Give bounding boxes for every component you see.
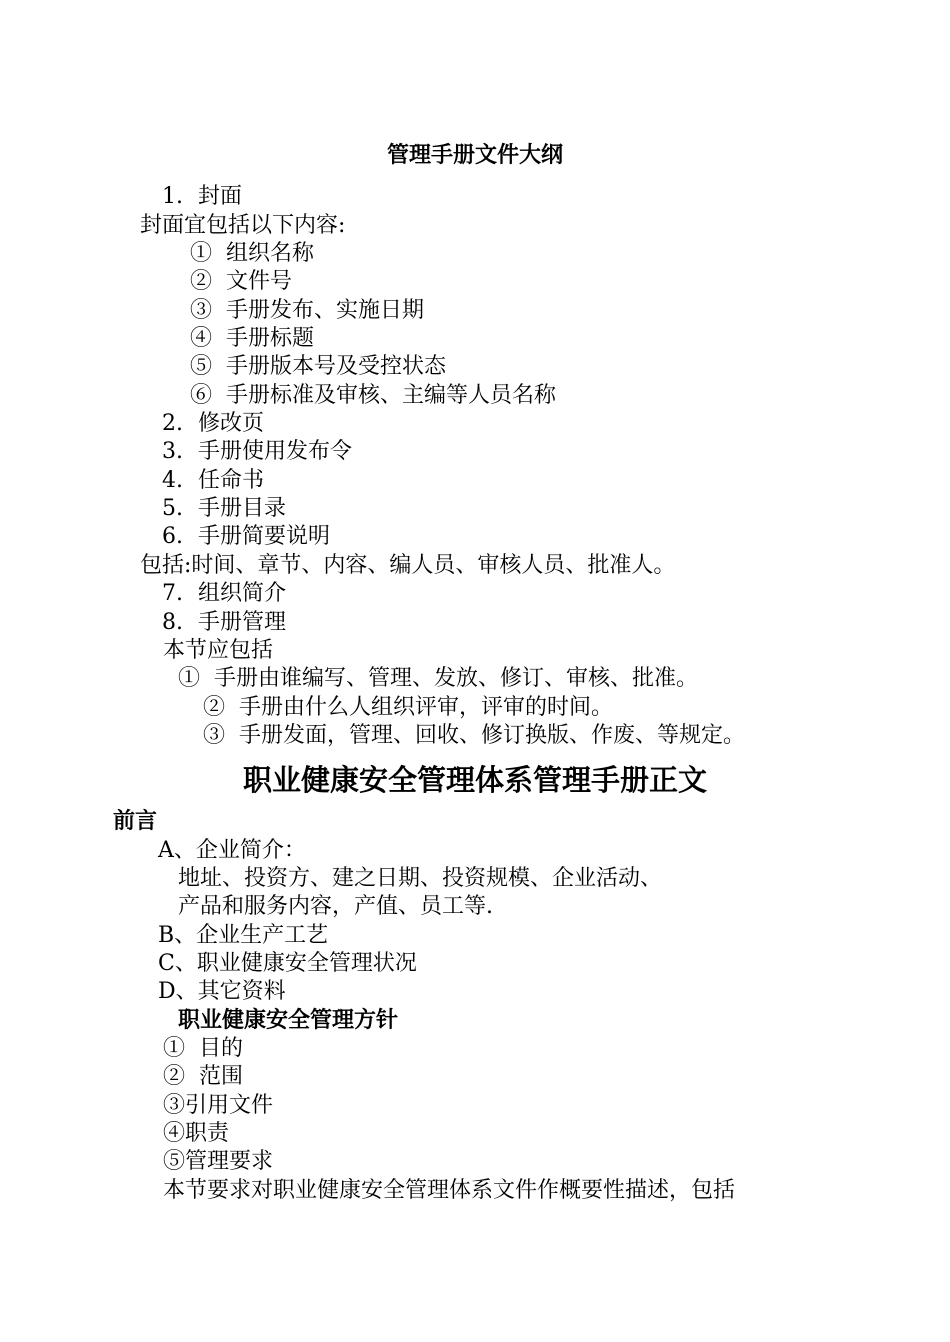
outline-title: 管理手册文件大纲 [386,143,563,168]
section-3: 3. 手册使用发布令 [162,439,353,464]
item-a-line-2: 产品和服务内容，产值、员工等. [178,894,493,919]
item-d: D、其它资料 [158,979,286,1004]
closing-text: 本节要求对职业健康安全管理体系文件作概要性描述，包括 [163,1178,736,1203]
item-c: C、职业健康安全管理状况 [158,951,417,976]
item-a-line-1: 地址、投资方、建之日期、投资规模、企业活动、 [178,866,663,891]
policy-item: ① 目的 [163,1036,244,1061]
section-1: 1. 封面 [162,184,243,209]
section-6-note: 包括:时间、章节、内容、编人员、审核人员、批准人。 [140,553,676,578]
section-7: 7. 组织简介 [162,581,287,606]
section-8-item: ③ 手册发面，管理、回收、修订换版、作废、等规定。 [203,723,746,748]
cover-item: ① 组织名称 [190,241,315,266]
section-8-intro: 本节应包括 [163,638,274,663]
section-5: 5. 手册目录 [162,496,287,521]
policy-heading: 职业健康安全管理方针 [178,1008,399,1033]
section-2: 2. 修改页 [162,411,265,436]
item-b: B、企业生产工艺 [158,923,329,948]
section-8-item: ① 手册由谁编写、管理、发放、修订、审核、批准。 [178,666,699,691]
cover-item: ③ 手册发布、实施日期 [190,298,425,323]
cover-item: ④ 手册标题 [190,326,315,351]
policy-item: ⑤管理要求 [163,1149,274,1174]
cover-item: ⑤ 手册版本号及受控状态 [190,354,447,379]
policy-item: ③引用文件 [163,1093,274,1118]
cover-item: ② 文件号 [190,269,293,294]
body-title: 职业健康安全管理体系管理手册正文 [242,763,707,797]
section-4: 4. 任命书 [162,468,265,493]
cover-item: ⑥ 手册标准及审核、主编等人员名称 [190,383,557,408]
policy-item: ② 范围 [163,1064,244,1089]
preface-heading: 前言 [113,809,158,834]
section-1-intro: 封面宜包括以下内容: [140,213,346,238]
section-6: 6. 手册简要说明 [162,524,331,549]
section-8-item: ② 手册由什么人组织评审，评审的时间。 [203,695,614,720]
item-a: A、企业简介： [158,838,306,863]
policy-item: ④职责 [163,1121,230,1146]
section-8: 8. 手册管理 [162,610,287,635]
